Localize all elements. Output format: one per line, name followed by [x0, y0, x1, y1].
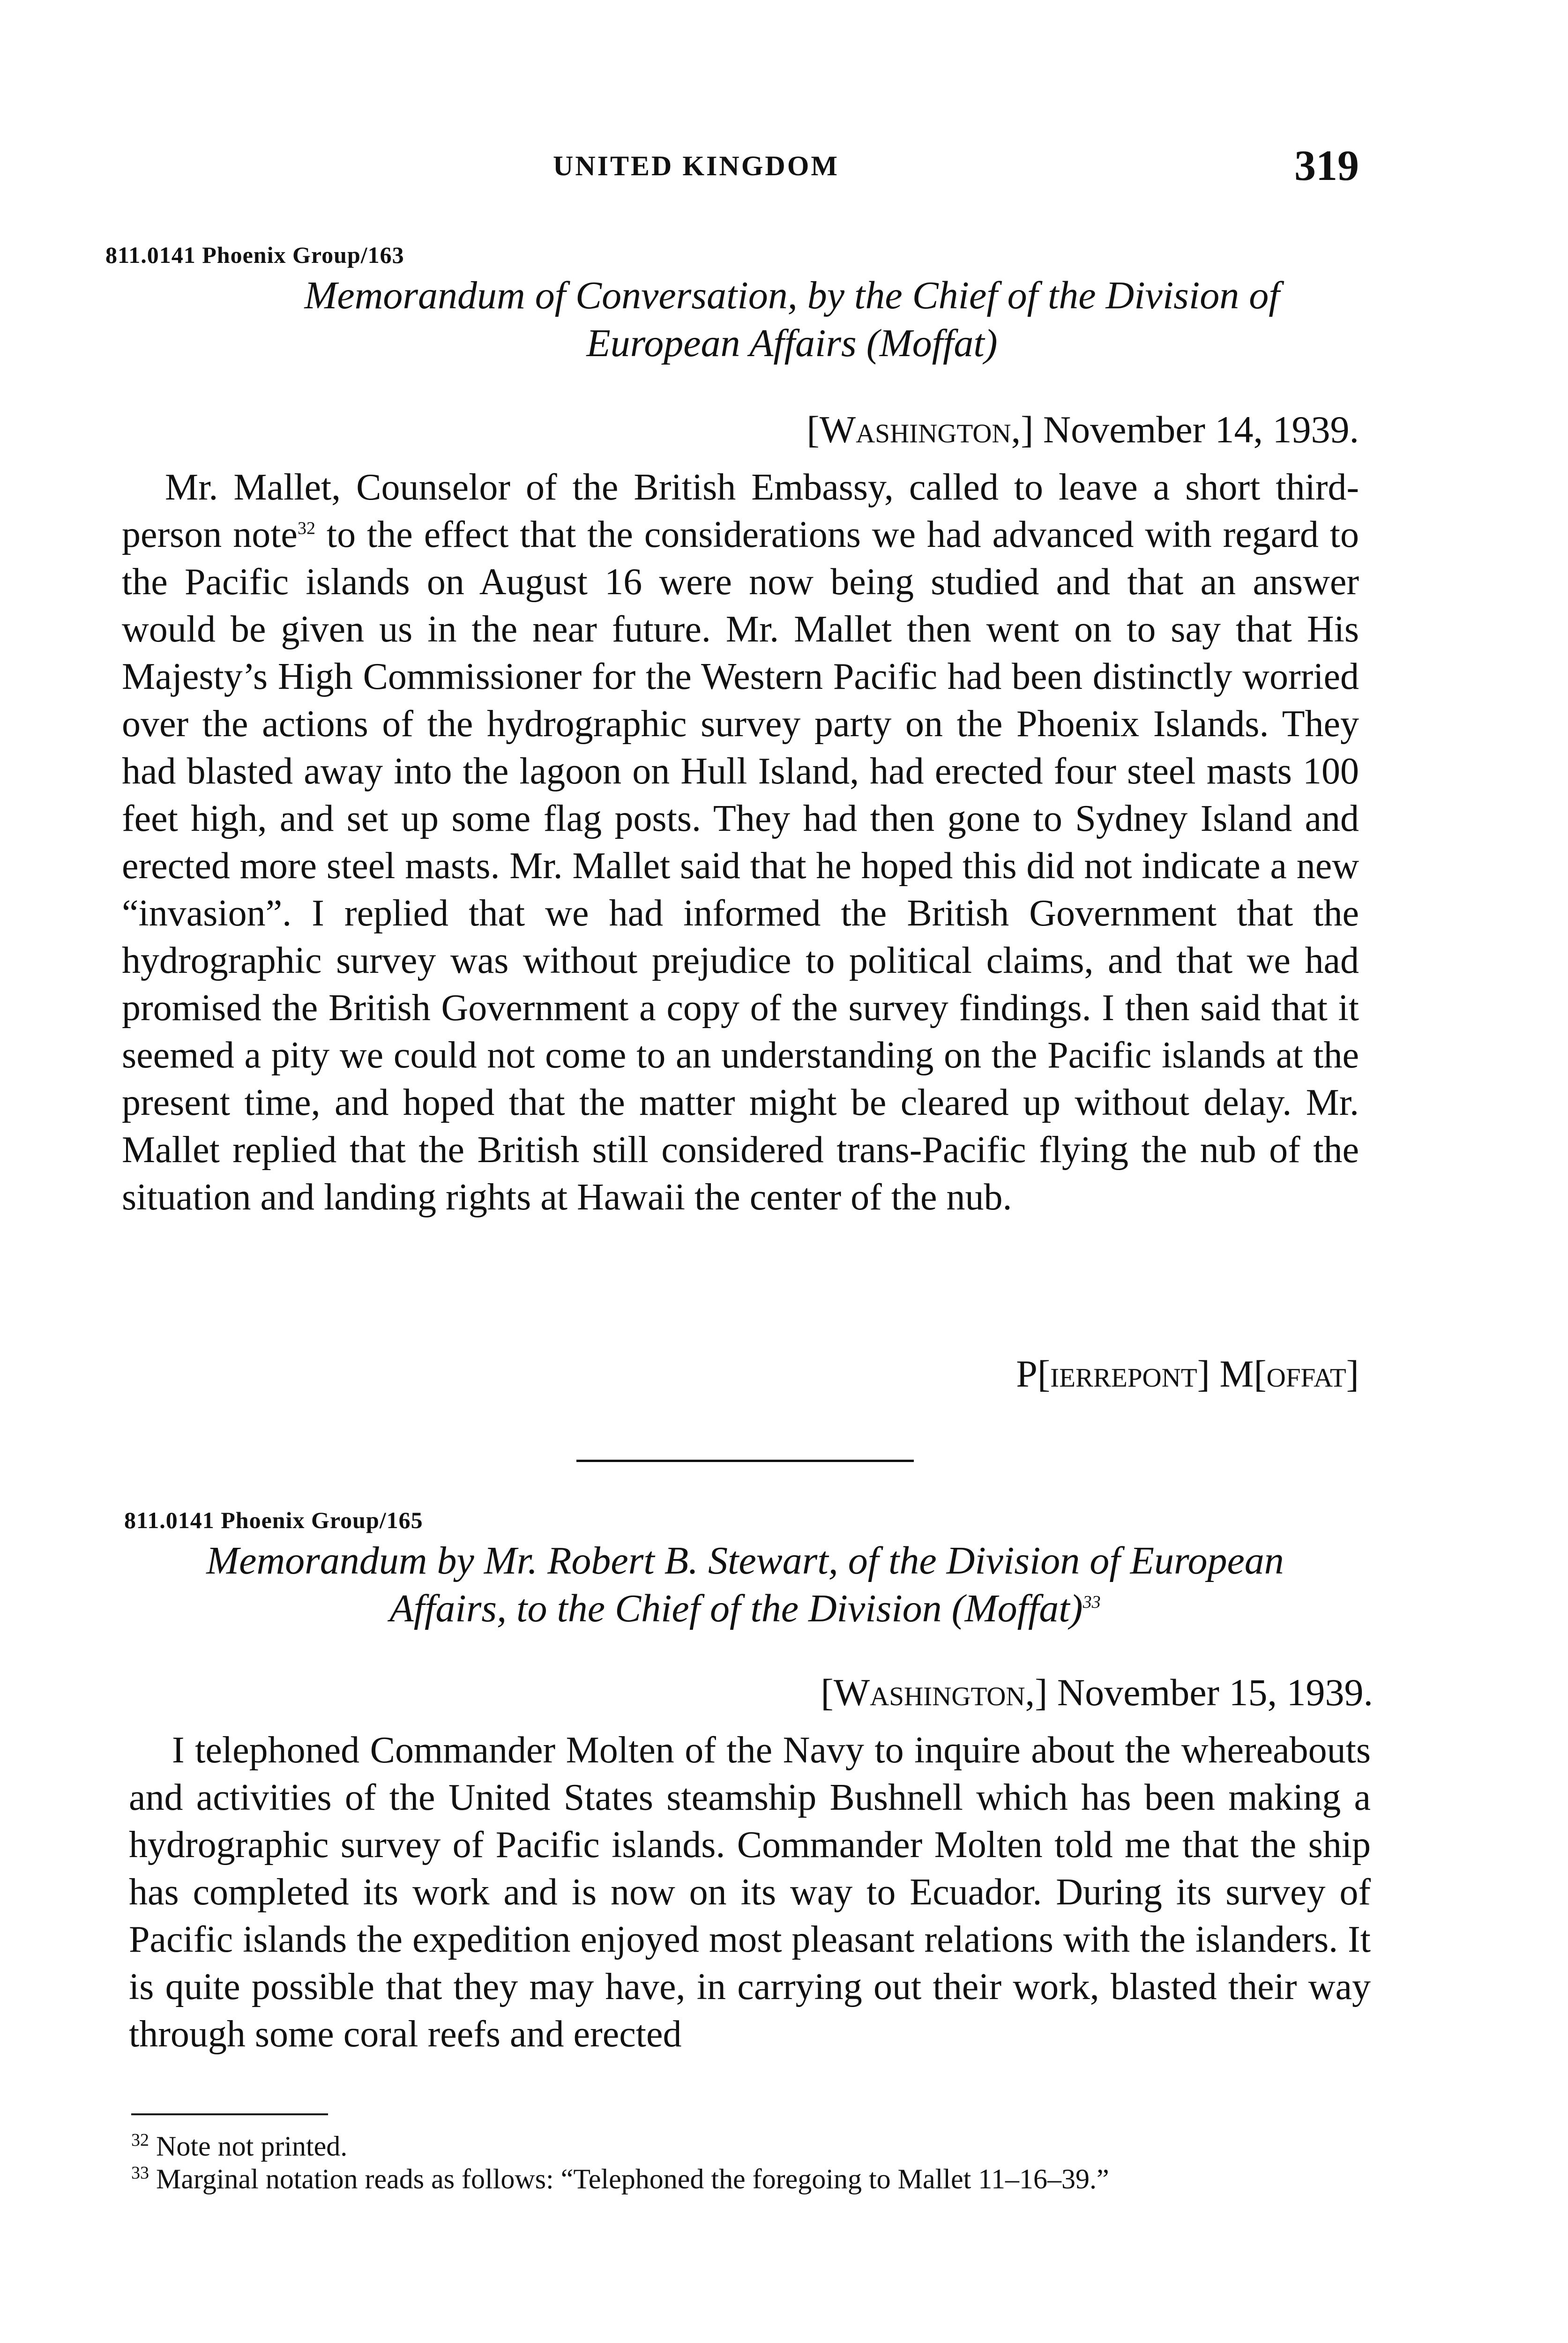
- file-number-163: 811.0141 Phoenix Group/163: [105, 242, 404, 268]
- memo-title-2-line2-text: Affairs, to the Chief of the Division (Moffat): [389, 1587, 1083, 1630]
- memo-title-1-line2: European Affairs (Moffat): [586, 321, 998, 365]
- footnote-33: [131, 2163, 1368, 2195]
- dateline-1-place: [Washington,]: [806, 408, 1034, 451]
- memo-title-2-line1: Memorandum by Mr. Robert B. Stewart, of the Division of European: [206, 1539, 1284, 1582]
- memo-title-1-line1: Memorandum of Conversation, by the Chief of the Division of: [304, 274, 1280, 317]
- memo-title-2: [122, 1537, 1368, 1633]
- footnotes: [131, 2130, 1368, 2195]
- dateline-2-place: [Washington,]: [821, 1671, 1048, 1714]
- signature: P[ierrepont] M[offat]: [1016, 1352, 1359, 1395]
- footnote-32: [131, 2130, 1368, 2163]
- footnote-text-32: Note not printed.: [156, 2131, 348, 2162]
- page-header: [553, 141, 1359, 197]
- footnote-ref-33: 33: [1083, 1592, 1101, 1612]
- page-number: 319: [1294, 142, 1359, 189]
- footnote-mark-32: 32: [131, 2130, 149, 2150]
- memo-1-body-part2: to the effect that the considerations we had advanced with regard to the Pacific islands on August 16 were now being studied and that an answer would be given us in the near future. Mr. Mallet then went on to say that His Majesty’s High Commissioner for the Western Pacific had been distinctly worried over the actions of the hydrographic survey party on the Phoenix Islands. They had blasted away into the lagoon on Hull Island, had erected four steel masts 100 feet high, and set up some flag posts. They had then gone to Sydney Island and erected more steel masts. Mr. Mallet said that he hoped this did not indicate a new “invasion”. I replied that we had informed the British Government that the hydrographic survey was without prejudice to political claims, and that we had promised the British Government a copy of the survey findings. I then said that it seemed a pity we could not come to an understanding on the Pacific islands at the present time, and hoped that the matter might be cleared up without delay. Mr. Mallet replied that the British still considered trans-Pacific flying the nub of the situation and landing rights at Hawaii the center of the nub.: [122, 514, 1359, 1218]
- dateline-1-date: November 14, 1939.: [1043, 408, 1359, 451]
- footnote-mark-33: 33: [131, 2163, 149, 2183]
- memo-2-body: I telephoned Commander Molten of the Navy to inquire about the whereabouts and activities of the United States steamship Bushnell which has been making a hydrographic survey of Pacific islands. Commander Molten told me that the ship has completed its work and is now on its way to Ecuador. During its survey of Pacific islands the expedition enjoyed most pleasant relations with the islanders. It is quite possible that they may have, in carrying out their work, blasted their way through some coral reefs and erected: [129, 1730, 1371, 2055]
- dateline-2-date: November 15, 1939.: [1057, 1671, 1373, 1714]
- footnote-rule: [131, 2113, 328, 2115]
- memo-title-2-line2: [122, 1585, 1368, 1633]
- footnote-ref-32: 32: [297, 518, 315, 538]
- memo-title-1: [122, 272, 1462, 367]
- running-head: UNITED KINGDOM: [553, 150, 840, 181]
- file-number-165: 811.0141 Phoenix Group/165: [124, 1507, 423, 1533]
- memo-1-body-part1: Mr. Mallet, Counselor of the British Embassy, called to leave a short third-person note: [122, 467, 1359, 555]
- dateline-1: [609, 408, 1359, 452]
- memo-1-body: [122, 464, 1359, 1221]
- section-divider: [576, 1460, 914, 1462]
- dateline-2: [609, 1671, 1373, 1715]
- footnote-text-33: Marginal notation reads as follows: “Telephoned the foregoing to Mallet 11–16–39.”: [156, 2164, 1109, 2194]
